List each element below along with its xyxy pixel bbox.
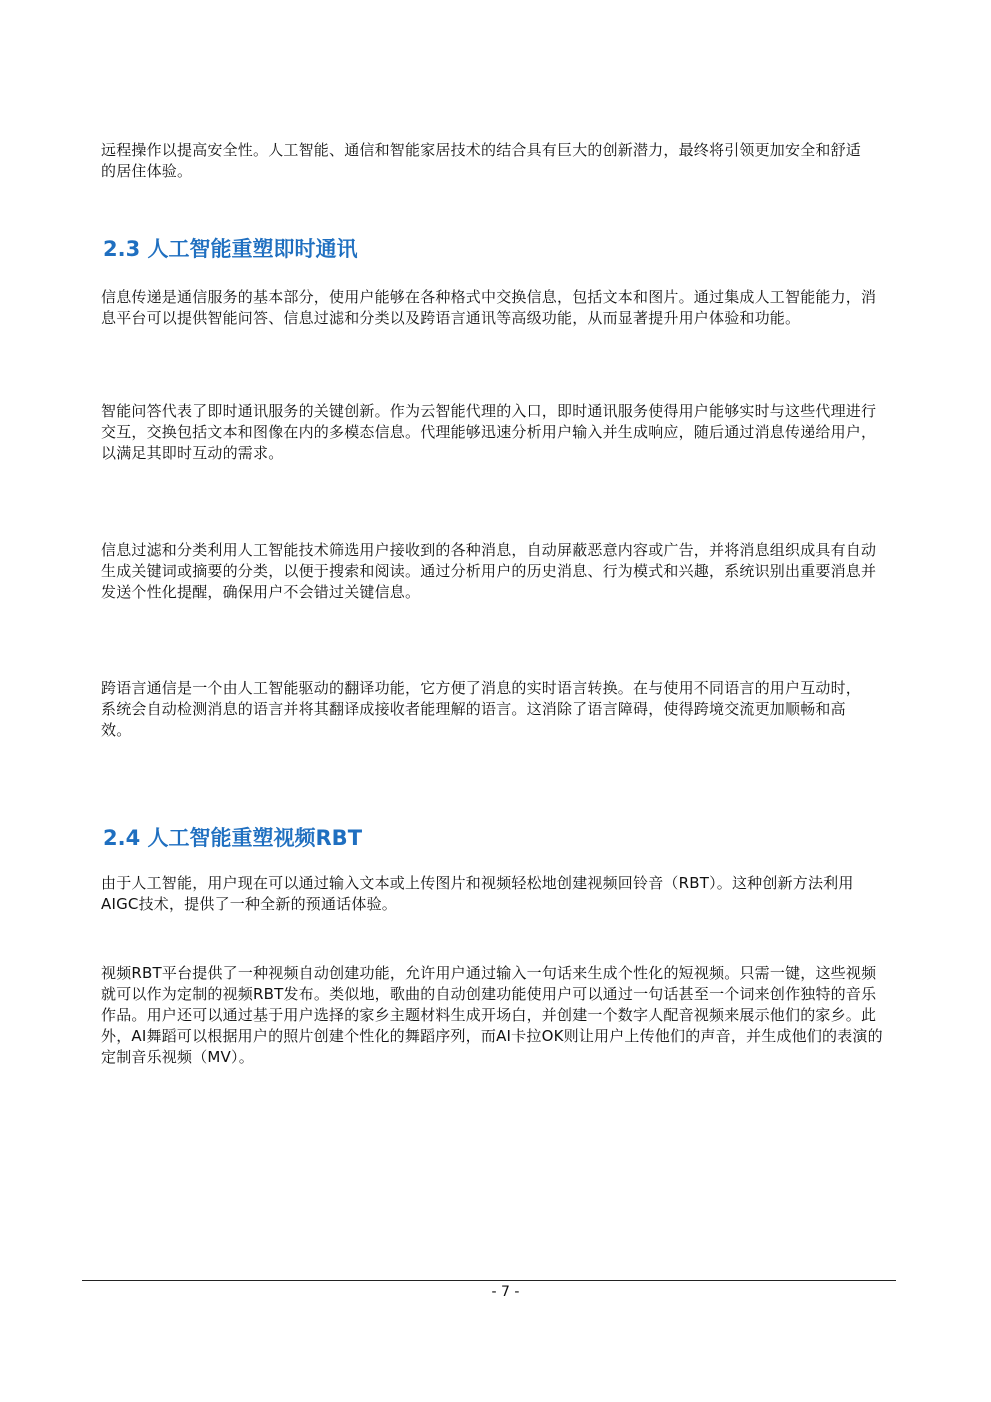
paragraph-messaging-intro: 信息传递是通信服务的基本部分，使用户能够在各种格式中交换信息，包括文本和图片。通过集成人工智能能力，消息平台可以提供智能问答、信息过滤和分类以及跨语言通讯等高级功能，从而显著提升用户体验和功能。 xyxy=(101,288,877,327)
section-heading-2-3: 2.3 人工智能重塑即时通讯 xyxy=(103,237,358,261)
paragraph-video-rbt-intro: 由于人工智能，用户现在可以通过输入文本或上传图片和视频轻松地创建视频回铃音（RBT）。这种创新方法利用AIGC技术，提供了一种全新的预通话体验。 xyxy=(101,874,854,913)
footer-divider xyxy=(82,1280,896,1281)
section-heading-2-4: 2.4 人工智能重塑视频RBT xyxy=(103,826,363,850)
paragraph-message-filtering: 信息过滤和分类利用人工智能技术筛选用户接收到的各种消息，自动屏蔽恶意内容或广告，并将消息组织成具有自动生成关键词或摘要的分类，以便于搜索和阅读。通过分析用户的历史消息、行为模式和兴趣，系统识别出重要消息并发送个性化提醒，确保用户不会错过关键信息。 xyxy=(101,541,877,601)
page-number: - 7 - xyxy=(491,1284,520,1300)
paragraph-video-rbt-platform: 视频RBT平台提供了一种视频自动创建功能，允许用户通过输入一句话来生成个性化的短视频。只需一键，这些视频就可以作为定制的视频RBT发布。类似地，歌曲的自动创建功能使用户可以通过一句话甚至一个词来创作独特的音乐作品。用户还可以通过基于用户选择的家乡主题材料生成开场白，并创建一个数字人配音视频来展示他们的家乡。此外，AI舞蹈可以根据用户的照片创建个性化的舞蹈序列，而AI卡拉OK则让用户上传他们的声音，并生成他们的表演的定制音乐视频（MV）。 xyxy=(101,964,883,1066)
paragraph-smart-home-conclusion: 远程操作以提高安全性。人工智能、通信和智能家居技术的结合具有巨大的创新潜力，最终将引领更加安全和舒适的居住体验。 xyxy=(101,141,862,180)
paragraph-cross-language: 跨语言通信是一个由人工智能驱动的翻译功能，它方便了消息的实时语言转换。在与使用不同语言的用户互动时，系统会自动检测消息的语言并将其翻译成接收者能理解的语言。这消除了语言障碍，使得跨境交流更加顺畅和高效。 xyxy=(101,679,862,739)
paragraph-smart-qa: 智能问答代表了即时通讯服务的关键创新。作为云智能代理的入口，即时通讯服务使得用户能够实时与这些代理进行交互，交换包括文本和图像在内的多模态信息。代理能够迅速分析用户输入并生成响应，随后通过消息传递给用户，以满足其即时互动的需求。 xyxy=(101,402,877,462)
